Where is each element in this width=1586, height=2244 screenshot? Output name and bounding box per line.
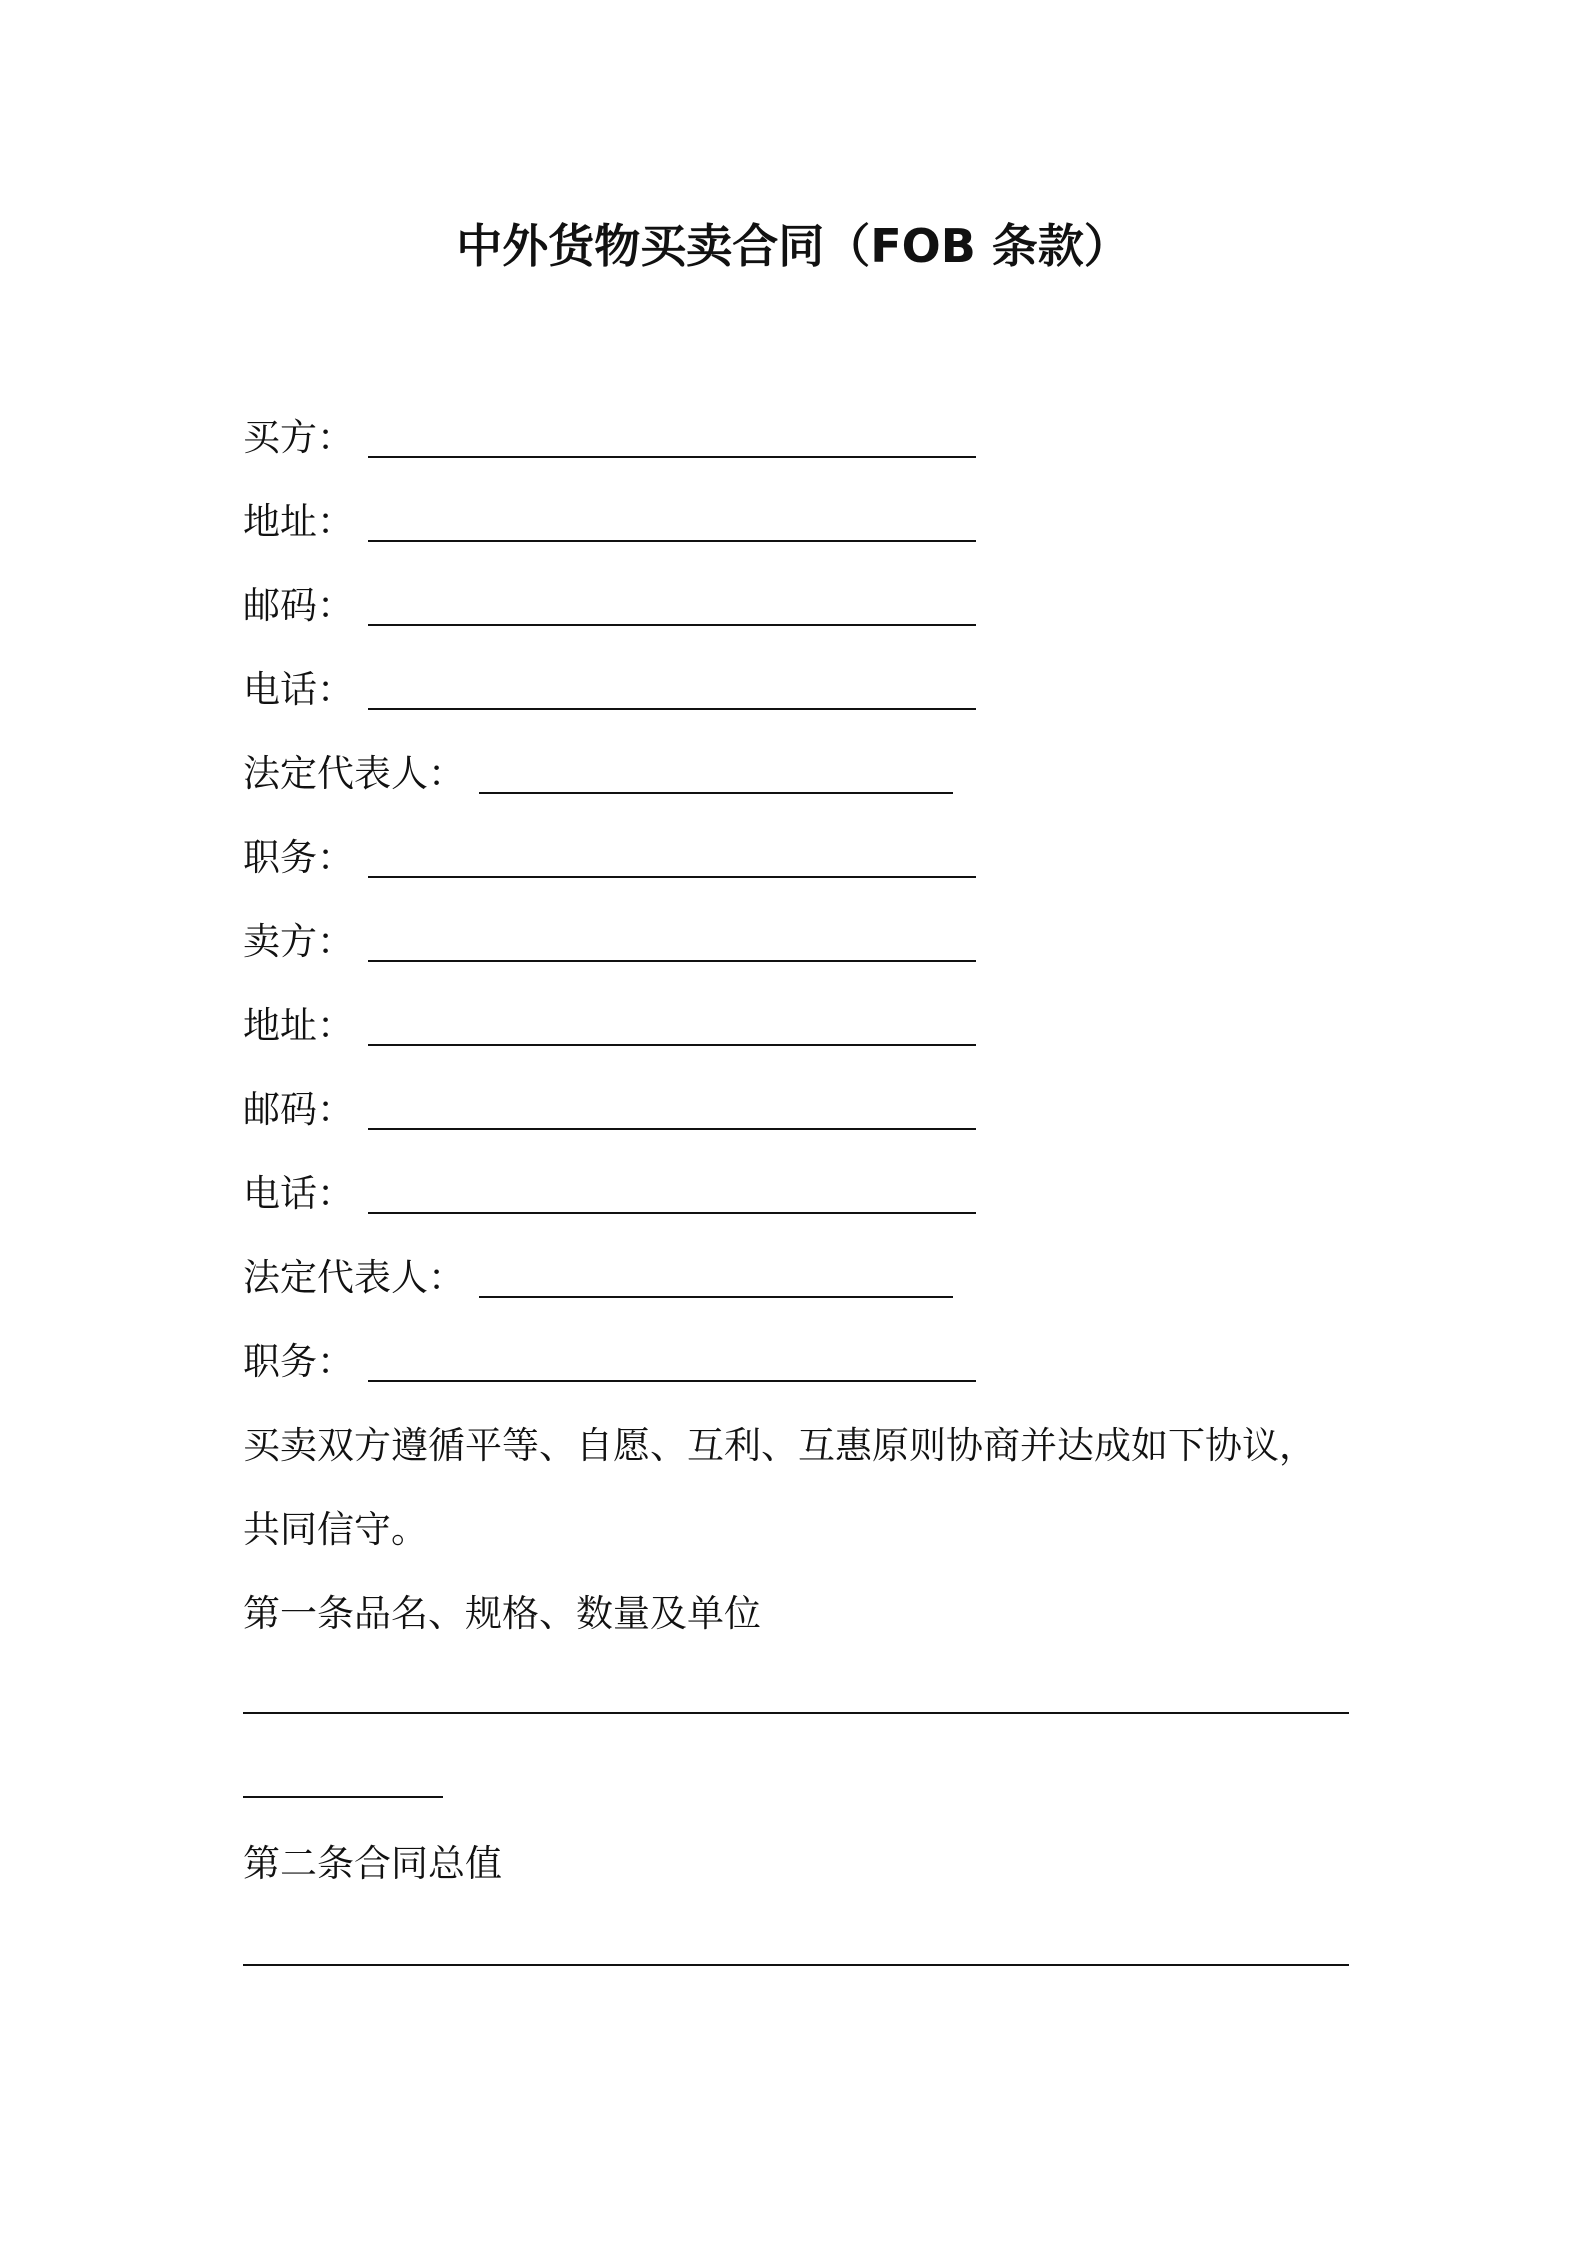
buyer-position-row bbox=[243, 832, 976, 884]
buyer-address-label: 地址： bbox=[243, 500, 354, 543]
seller-legal-rep-label: 法定代表人： bbox=[243, 1256, 465, 1299]
buyer-legal-rep-row bbox=[243, 748, 953, 800]
buyer-postcode-blank bbox=[368, 588, 976, 626]
preamble-line-1: 买卖双方遵循平等、自愿、互利、互惠原则协商并达成如下协议， bbox=[243, 1424, 1316, 1467]
buyer-position-blank bbox=[368, 840, 976, 878]
seller-address-label: 地址： bbox=[243, 1004, 354, 1047]
seller-party-row bbox=[243, 916, 976, 968]
seller-phone-label: 电话： bbox=[243, 1172, 354, 1215]
seller-postcode-blank bbox=[368, 1092, 976, 1130]
seller-party-label: 卖方： bbox=[243, 920, 354, 963]
article-2-blank-line-1 bbox=[243, 1964, 1349, 1966]
article-1-blank-line-2 bbox=[243, 1796, 443, 1798]
seller-phone-blank bbox=[368, 1176, 976, 1214]
seller-postcode-row bbox=[243, 1084, 976, 1136]
seller-position-blank bbox=[368, 1344, 976, 1382]
seller-party-blank bbox=[368, 924, 976, 962]
seller-legal-rep-blank bbox=[479, 1260, 953, 1298]
seller-phone-row bbox=[243, 1168, 976, 1220]
buyer-postcode-row bbox=[243, 580, 976, 632]
article-1-heading: 第一条品名、规格、数量及单位 bbox=[243, 1592, 761, 1635]
buyer-phone-blank bbox=[368, 672, 976, 710]
seller-postcode-label: 邮码： bbox=[243, 1088, 354, 1131]
buyer-postcode-label: 邮码： bbox=[243, 584, 354, 627]
article-2-heading: 第二条合同总值 bbox=[243, 1842, 502, 1885]
buyer-phone-label: 电话： bbox=[243, 668, 354, 711]
buyer-address-row bbox=[243, 496, 976, 548]
buyer-party-row bbox=[243, 412, 976, 464]
buyer-party-blank bbox=[368, 420, 976, 458]
seller-address-blank bbox=[368, 1008, 976, 1046]
buyer-phone-row bbox=[243, 664, 976, 716]
document-title: 中外货物买卖合同（FOB 条款） bbox=[456, 219, 1130, 273]
seller-legal-rep-row bbox=[243, 1252, 953, 1304]
seller-position-row bbox=[243, 1336, 976, 1388]
article-1-blank-line-1 bbox=[243, 1712, 1349, 1714]
seller-position-label: 职务： bbox=[243, 1340, 354, 1383]
buyer-legal-rep-blank bbox=[479, 756, 953, 794]
buyer-position-label: 职务： bbox=[243, 836, 354, 879]
seller-address-row bbox=[243, 1000, 976, 1052]
buyer-address-blank bbox=[368, 504, 976, 542]
preamble-line-2: 共同信守。 bbox=[243, 1508, 428, 1551]
buyer-party-label: 买方： bbox=[243, 416, 354, 459]
buyer-legal-rep-label: 法定代表人： bbox=[243, 752, 465, 795]
